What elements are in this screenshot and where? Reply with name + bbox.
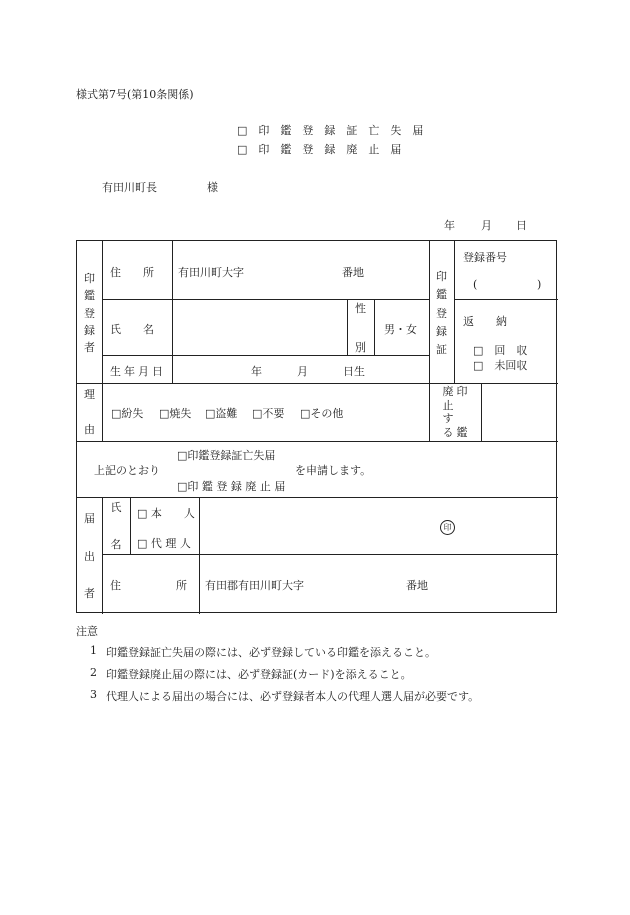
note-number-3: 3 <box>90 688 97 701</box>
applicant-name-label: 氏 名 <box>110 501 122 551</box>
declaration-option-abolish[interactable]: □印 鑑 登 録 廃 止 届 <box>177 480 286 493</box>
uncollected-option[interactable]: □ 未回収 <box>473 359 528 372</box>
date-year: 年 <box>444 219 455 232</box>
date-day: 日 <box>516 219 527 232</box>
reason-section-label: 理 由 <box>84 388 95 436</box>
declaration-suffix: を申請します。 <box>295 464 372 477</box>
addressee-name: 有田川町長 <box>102 181 157 194</box>
note-text-2: 印鑑登録廃止届の際には、必ず登録証(カード)を添えること。 <box>106 668 412 681</box>
birth-day: 日生 <box>343 365 365 378</box>
registrant-address-value: 有田川町大字 <box>178 266 244 279</box>
applicant-section-label: 届 出 者 <box>84 512 95 600</box>
reason-option-lost[interactable]: □紛失 <box>111 407 144 420</box>
seal-disposal-label-col1: 廃 止 す る <box>442 385 454 439</box>
number-paren-close: ) <box>537 278 542 291</box>
registration-number-label: 登録番号 <box>463 251 507 264</box>
seal-disposal-label-col2: 印 鑑 <box>456 385 468 439</box>
reason-option-burned[interactable]: □焼失 <box>159 407 192 420</box>
gender-value: 男・女 <box>384 323 417 336</box>
notes-title: 注意 <box>76 625 98 638</box>
title-lost: □ 印 鑑 登 録 証 亡 失 届 <box>237 124 424 137</box>
reason-option-stolen[interactable]: □盗難 <box>205 407 238 420</box>
date-month: 月 <box>481 219 492 232</box>
note-number-1: 1 <box>90 644 97 657</box>
applicant-address-label: 住 所 <box>110 579 187 592</box>
registrant-name-label: 氏 名 <box>110 323 154 336</box>
self-option[interactable]: □ 本 人 <box>137 507 195 520</box>
title-abolish: □ 印 鑑 登 録 廃 止 届 <box>237 143 402 156</box>
applicant-address-suffix: 番地 <box>406 579 428 592</box>
registrant-section-label: 印 鑑 登 録 者 <box>84 272 95 354</box>
addressee-suffix: 様 <box>207 181 218 194</box>
birth-label: 生年月日 <box>110 365 166 378</box>
registrant-address-label: 住 所 <box>110 266 154 279</box>
declaration-prefix: 上記のとおり <box>94 464 160 477</box>
seal-stamp-icon: 印 <box>440 520 455 535</box>
reason-option-unneeded[interactable]: □不要 <box>252 407 285 420</box>
return-label: 返 納 <box>463 315 507 328</box>
gender-label: 性 別 <box>355 302 366 354</box>
declaration-option-lost[interactable]: □印鑑登録証亡失届 <box>177 449 276 462</box>
reason-option-other[interactable]: □その他 <box>300 407 344 420</box>
certificate-section-label: 印 鑑 登 録 証 <box>436 270 447 356</box>
form-number: 様式第7号(第10条関係) <box>76 88 194 101</box>
collected-option[interactable]: □ 回 収 <box>473 344 528 357</box>
application-form <box>76 240 557 613</box>
note-text-1: 印鑑登録証亡失届の際には、必ず登録している印鑑を添えること。 <box>106 646 436 659</box>
birth-month: 月 <box>297 365 308 378</box>
applicant-address-value: 有田郡有田川町大字 <box>205 579 304 592</box>
proxy-option[interactable]: □ 代 理 人 <box>137 537 191 550</box>
number-paren-open: ( <box>473 278 478 291</box>
registrant-address-suffix: 番地 <box>342 266 364 279</box>
birth-year: 年 <box>251 365 262 378</box>
note-text-3: 代理人による届出の場合には、必ず登録者本人の代理人選人届が必要です。 <box>106 690 480 703</box>
note-number-2: 2 <box>90 666 97 679</box>
